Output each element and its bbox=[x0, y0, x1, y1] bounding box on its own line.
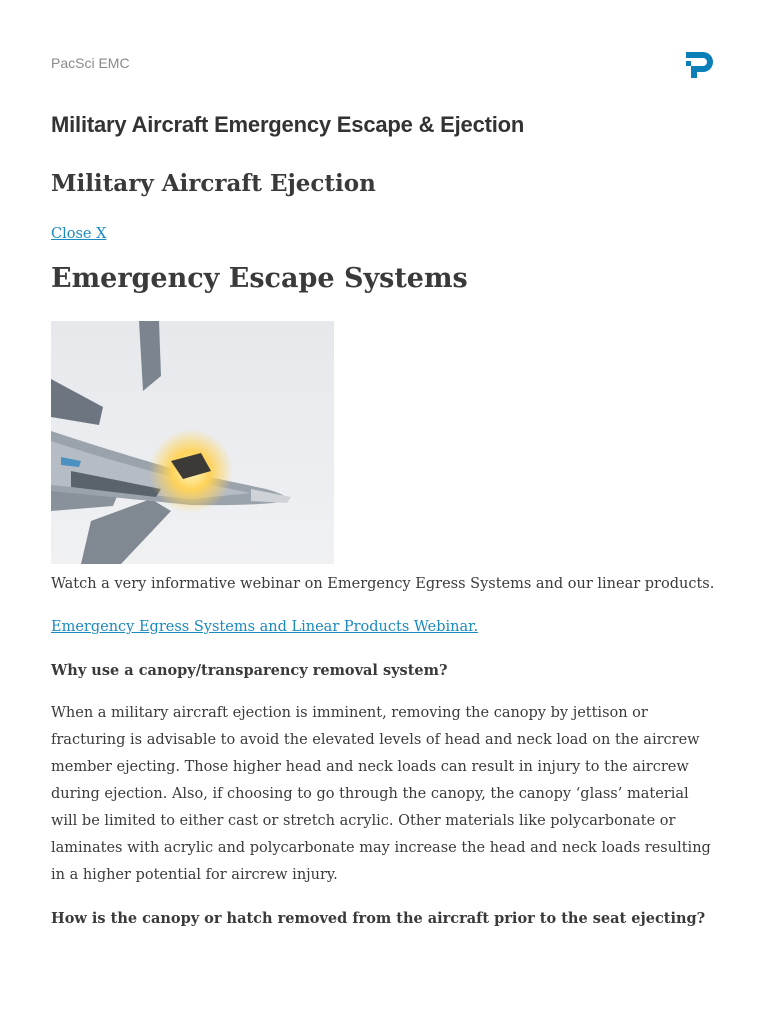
pacsci-logo-icon[interactable] bbox=[683, 48, 717, 82]
question-heading-2: How is the canopy or hatch removed from the aircraft prior to the seat ejecting? bbox=[51, 910, 706, 927]
site-name-link[interactable]: PacSci EMC bbox=[51, 55, 130, 71]
section-heading-escape: Emergency Escape Systems bbox=[51, 263, 468, 294]
ejection-photo bbox=[51, 321, 334, 564]
body-paragraph-1: When a military aircraft ejection is imminent, removing the canopy by jettison or fracturing is advisable to avoid the elevated levels of head and neck load on the aircrew member ejecting. Those higher head and neck loads can result in injury to the aircrew during ejection. Also, if choosing to go through the canopy, the canopy ‘glass’ material will be limited to either cast or stretch acrylic. Other materials like polycarbonate or laminates with acrylic and polycarbonate may increase the head and neck loads resulting in a higher potential for aircrew injury. bbox=[51, 705, 711, 883]
site-header bbox=[51, 48, 717, 82]
webinar-link[interactable]: Emergency Egress Systems and Linear Products Webinar. bbox=[51, 619, 479, 635]
post-title: Military Aircraft Emergency Escape & Ejection bbox=[51, 112, 525, 137]
close-link[interactable]: Close X bbox=[51, 226, 107, 242]
question-heading-1: Why use a canopy/transparency removal system? bbox=[51, 662, 448, 679]
section-heading-ejection: Military Aircraft Ejection bbox=[51, 170, 376, 197]
intro-paragraph: Watch a very informative webinar on Emergency Egress Systems and our linear products. bbox=[51, 576, 715, 592]
